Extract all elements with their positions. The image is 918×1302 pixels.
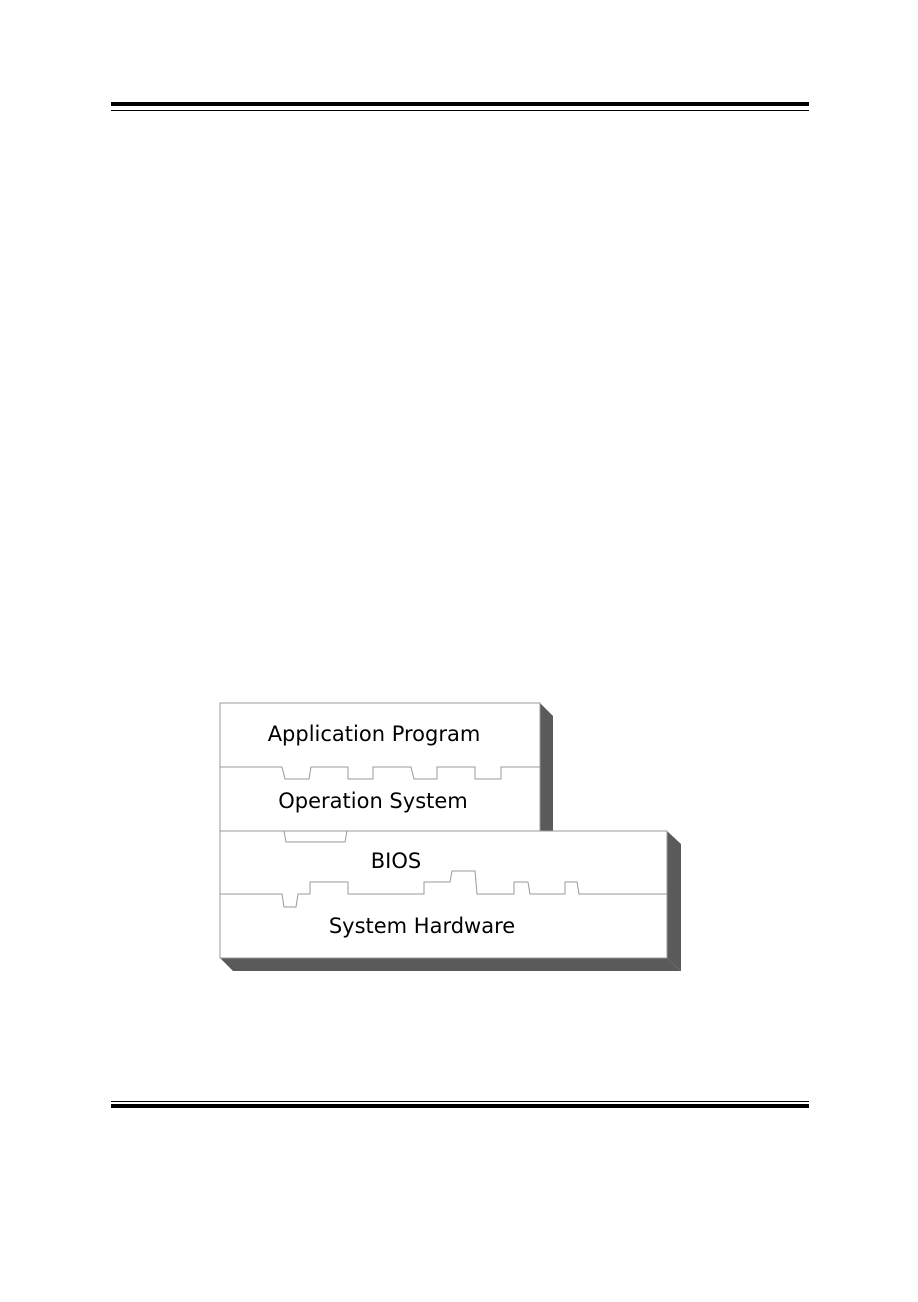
lower-block-side-shadow: [667, 831, 681, 971]
lower-block-bottom-shadow: [220, 958, 681, 971]
layer-label-os: Operation System: [278, 789, 468, 813]
layer-label-hardware: System Hardware: [328, 914, 516, 938]
upper-block-shadow: [540, 703, 553, 831]
layer-label-application: Application Program: [267, 722, 481, 746]
layer-label-bios: BIOS: [370, 849, 422, 873]
